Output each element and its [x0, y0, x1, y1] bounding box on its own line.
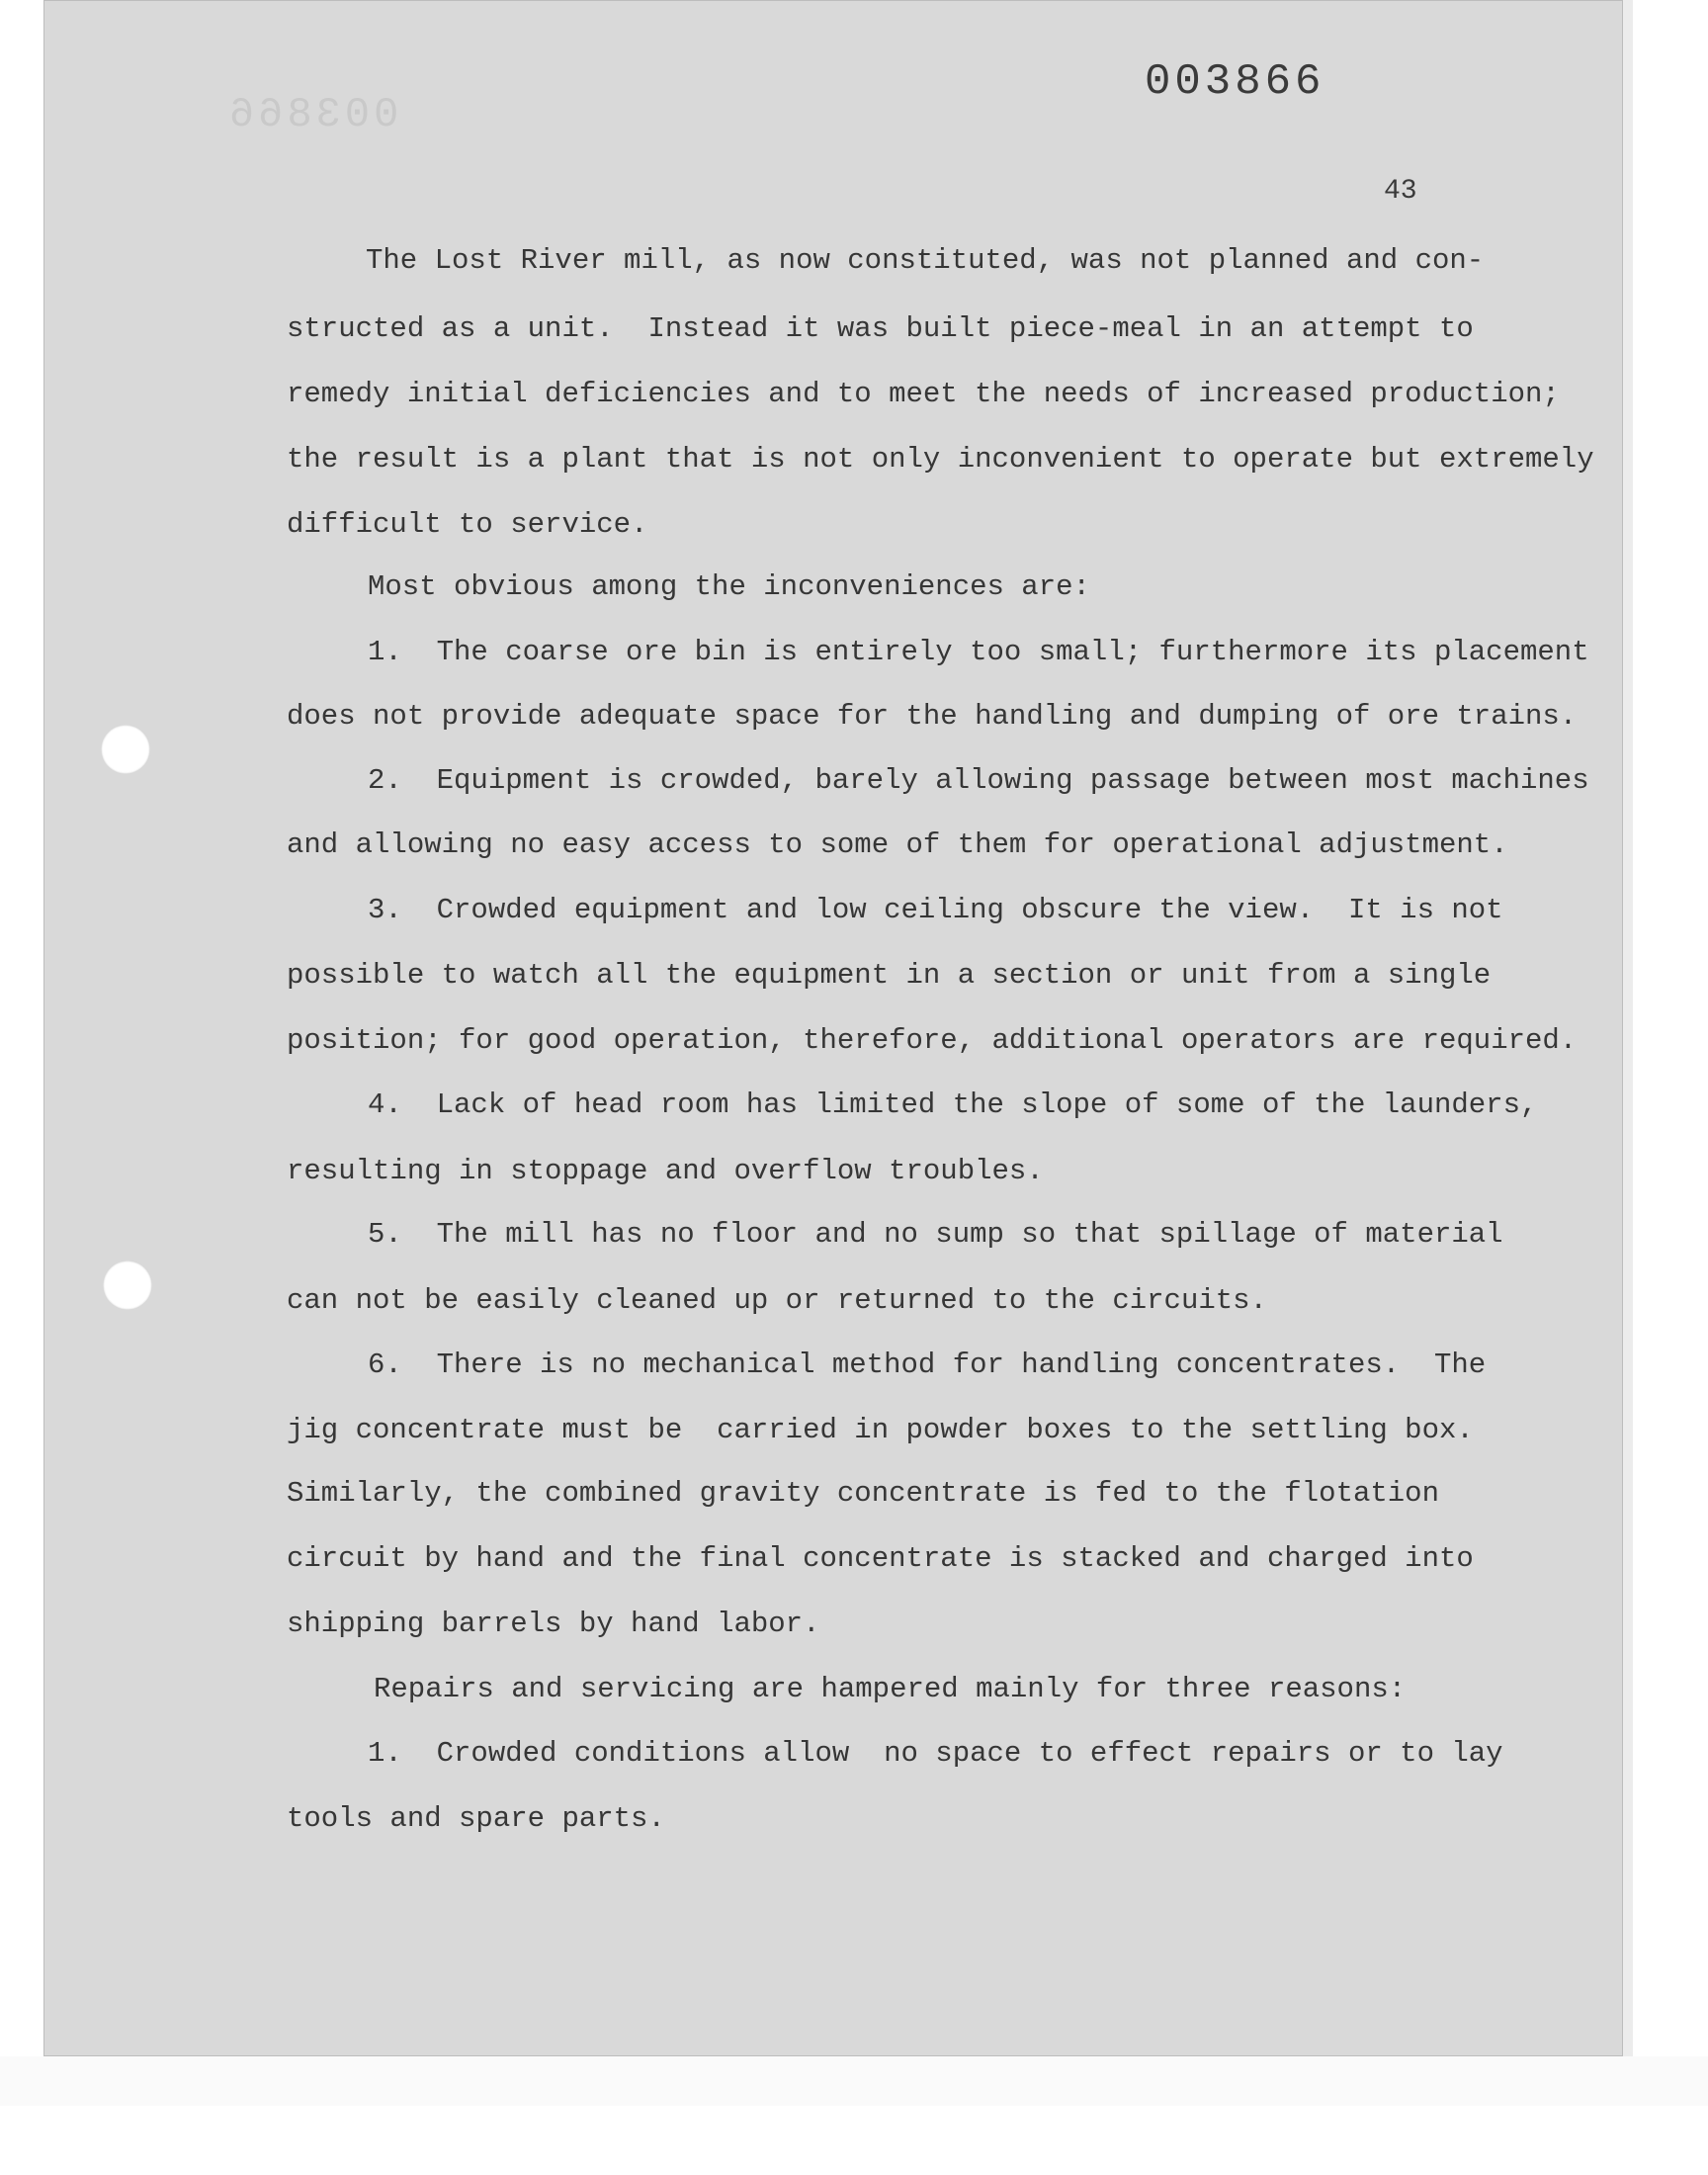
- punch-hole: [101, 725, 150, 774]
- text-line: Repairs and servicing are hampered mainly for three reasons:: [374, 1673, 1407, 1705]
- document-stamp-number: 003866: [1145, 57, 1325, 107]
- text-line: does not provide adequate space for the handling and dumping of ore trains.: [287, 700, 1578, 733]
- list-item-line: 1. The coarse ore bin is entirely too small; furthermore its placement: [368, 636, 1589, 668]
- list-item-line: 5. The mill has no floor and no sump so that spillage of material: [368, 1218, 1503, 1251]
- scanner-background: [0, 2056, 1708, 2106]
- list-item-line: 2. Equipment is crowded, barely allowing passage between most machines: [368, 764, 1589, 797]
- text-line: and allowing no easy access to some of them for operational adjustment.: [287, 828, 1508, 861]
- text-line: possible to watch all the equipment in a section or unit from a single: [287, 959, 1492, 992]
- list-item-line: 1. Crowded conditions allow no space to effect repairs or to lay: [368, 1737, 1503, 1770]
- text-line: The Lost River mill, as now constituted, was not planned and con-: [366, 244, 1485, 277]
- text-line: Most obvious among the inconveniences are:: [368, 570, 1090, 603]
- text-line: can not be easily cleaned up or returned to the circuits.: [287, 1284, 1267, 1317]
- text-line: tools and spare parts.: [287, 1802, 665, 1835]
- text-line: shipping barrels by hand labor.: [287, 1608, 820, 1640]
- page-number: 43: [1384, 176, 1417, 207]
- list-item-line: 4. Lack of head room has limited the slope of some of the launders,: [368, 1088, 1538, 1121]
- punch-hole: [103, 1261, 152, 1310]
- text-line: circuit by hand and the final concentrate is stacked and charged into: [287, 1542, 1474, 1575]
- text-line: position; for good operation, therefore, additional operators are required.: [287, 1024, 1578, 1057]
- text-line: structed as a unit. Instead it was built piece-meal in an attempt to: [287, 312, 1474, 345]
- text-line: remedy initial deficiencies and to meet the needs of increased production;: [287, 378, 1560, 410]
- text-line: the result is a plant that is not only inconvenient to operate but extremely: [287, 443, 1594, 476]
- list-item-line: 6. There is no mechanical method for handling concentrates. The: [368, 1348, 1487, 1381]
- text-line: resulting in stoppage and overflow troubles.: [287, 1155, 1044, 1187]
- text-line: difficult to service.: [287, 508, 648, 541]
- sheet-edge: [1623, 0, 1633, 2056]
- text-line: Similarly, the combined gravity concentrate is fed to the flotation: [287, 1477, 1439, 1510]
- list-item-line: 3. Crowded equipment and low ceiling obscure the view. It is not: [368, 894, 1503, 926]
- bleed-through-stamp: 003866: [225, 91, 399, 138]
- text-line: jig concentrate must be carried in powder boxes to the settling box.: [287, 1414, 1474, 1446]
